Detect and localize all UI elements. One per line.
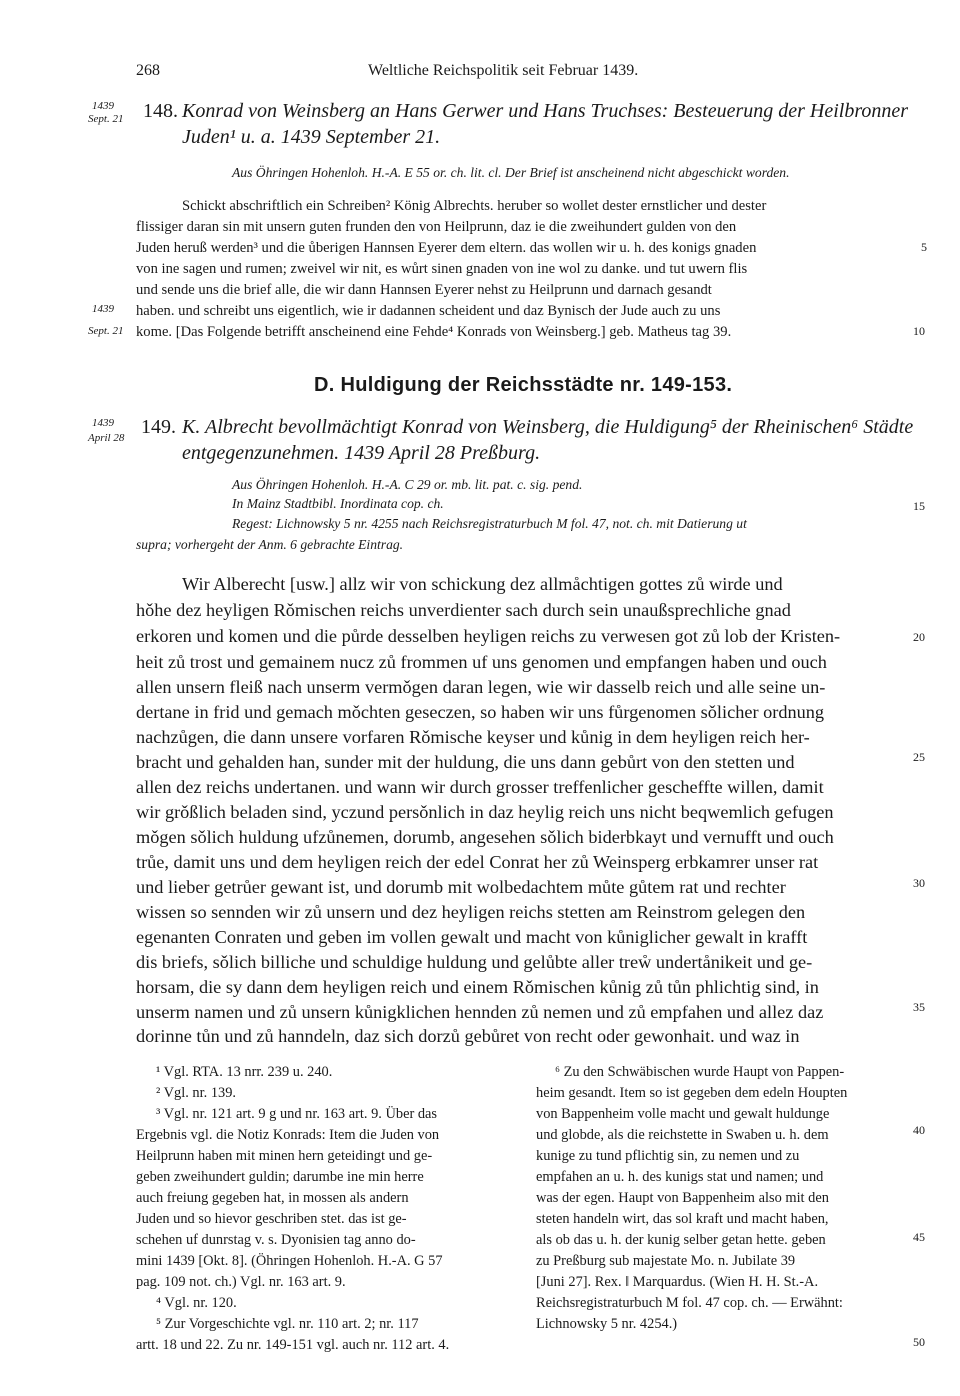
footnote-line: von Bappenheim volle macht und gewalt huldunge	[536, 1106, 830, 1122]
doc-149-title-line: K. Albrecht bevollmächtigt Konrad von Weinsberg, die Huldigung⁵ der Rheinischen⁶ Städte	[182, 416, 914, 438]
doc-149-text-line: wir grǒßlich beladen sind, yczund persǒnlich in daz heylig reich uns nicht beqwemlich gefugen	[136, 802, 834, 822]
doc-148-line: flissiger daran sin mit unsern guten frunden den von Heilprunn, daz ie die zweihundert gulden von den	[136, 219, 737, 235]
doc-149-text-line: allen dez reichs undertanen. und wann wir durch grosser treffenlicher gescheffte willen, damit	[136, 777, 824, 797]
line-number: 30	[913, 876, 925, 890]
doc-148-line: Juden heruß werden³ und die ůberigen Hannsen Eyerer dem eltern. das wollen wir u. h. des konigs gnaden	[136, 240, 757, 256]
footnote-line: ³ Vgl. nr. 121 art. 9 g und nr. 163 art. 9. Über das	[156, 1106, 438, 1122]
margin-date-148b-day: Sept. 21	[88, 325, 124, 337]
line-number: 50	[913, 1335, 925, 1349]
footnote-line: empfahen an u. h. des kunigs stat und namen; und	[536, 1169, 824, 1185]
doc-148-title-line: Juden¹ u. a. 1439 September 21.	[182, 126, 441, 148]
doc-148-line: kome. [Das Folgende betrifft anscheinend eine Fehde⁴ Konrads von Weinsberg.] geb. Matheus tag 39.	[136, 324, 732, 340]
line-number: 25	[913, 750, 925, 764]
footnote-line: Lichnowsky 5 nr. 4254.)	[536, 1316, 678, 1332]
footnote-line: steten handeln wirt, das sol kraft und macht haben,	[536, 1211, 829, 1227]
doc-149-source-line: Regest: Lichnowsky 5 nr. 4255 nach Reichsregistraturbuch M fol. 47, not. ch. mit Datierung ut	[232, 516, 747, 531]
footnote-line: auch freiung gegeben hat, in mossen als andern	[136, 1190, 409, 1206]
doc-149-text-line: hǒhe dez heyligen Rǒmischen reichs unverdienter sach durch sein unaußsprechliche gnad	[136, 600, 791, 620]
footnote-line: geben zweihundert guldin; darumbe ine min herre	[136, 1169, 424, 1185]
line-number: 20	[913, 630, 925, 644]
line-number: 45	[913, 1230, 925, 1244]
footnote-line: heim gesandt. Item so ist gegeben dem edeln Houpten	[536, 1085, 848, 1101]
footnote-line: Juden und so hievor geschriben stet. das ist ge-	[136, 1211, 407, 1227]
line-number: 40	[913, 1123, 925, 1137]
doc-149-text-line: allen unsern fleiß nach unserm vermǒgen daran legen, wie wir dasselb reich und alle seine un-	[136, 677, 826, 697]
footnote-line: ² Vgl. nr. 139.	[156, 1085, 237, 1101]
footnote-line: pag. 109 not. ch.) Vgl. nr. 163 art. 9.	[136, 1274, 346, 1290]
doc-149-source-line: supra; vorhergeht der Anm. 6 gebrachte Eintrag.	[136, 537, 404, 552]
footnote-line: Ergebnis vgl. die Notiz Konrads: Item die Juden von	[136, 1127, 440, 1143]
doc-149-text-line: mǒgen sǒlich huldung ufzůnemen, dorumb, angesehen sǒlich biderbkayt und vernufft und ouch	[136, 827, 834, 847]
line-number: 35	[913, 1000, 925, 1014]
doc-149-text-line: egenanten Conraten und geben im vollen gewalt und macht von kůniglicher gewalt in krafft	[136, 927, 808, 947]
footnote-line: ⁴ Vgl. nr. 120.	[156, 1295, 237, 1311]
footnote-line: ⁶ Zu den Schwäbischen wurde Haupt von Pappen-	[555, 1064, 845, 1080]
line-number: 5	[921, 240, 927, 254]
doc-148-line: von ine sagen und rumen; zweivel wir nit, es wůrt sinen gnaden von ine wol zu danke. und tut uwern flis	[136, 261, 748, 277]
footnote-line: schehen uf dunrstag v. s. Dyonisien tag anno do-	[136, 1232, 416, 1248]
footnote-line: artt. 18 und 22. Zu nr. 149-151 vgl. auch nr. 112 art. 4.	[136, 1337, 450, 1353]
doc-149-text-line: horsam, die sy dann dem heyligen reich und einem Rǒmischen kůnig zů tůn phlichtig sind, in	[136, 977, 819, 997]
footnote-line: ⁵ Zur Vorgeschichte vgl. nr. 110 art. 2; nr. 117	[156, 1316, 419, 1332]
footnote-line: mini 1439 [Okt. 8]. (Öhringen Hohenloh. H.-A. G 57	[136, 1253, 443, 1269]
footnote-line: Reichsregistraturbuch M fol. 47 cop. ch. — Erwähnt:	[536, 1295, 843, 1311]
doc-149-text-line: erkoren und komen und die půrde desselben heyligen reichs zu verwesen got zů lob der Kristen-	[136, 626, 841, 646]
doc-149-text-line: heit zů trost und gemainem nucz zů frommen uf uns genomen und empfangen haben und ouch	[136, 652, 827, 672]
footnote-line: kunige zu tund pflichtig sin, zu nemen und zu	[536, 1148, 800, 1164]
doc-148-number: 148.	[143, 100, 178, 122]
doc-149-text-line: dis briefs, sǒlich billiche und schuldige huldung und gelůbte aller treẘ undertånikeit und ge-	[136, 952, 813, 972]
doc-149-text-line: trůe, damit uns und dem heyligen reich der edel Conrat her zů Weinsperg erbkamrer unser rat	[136, 852, 819, 872]
footnote-line: und globde, als die reichstette in Swaben u. h. dem	[536, 1127, 829, 1143]
footnote-line: als ob das u. h. der kunig selber getan hette. geben	[536, 1232, 826, 1248]
doc-148-line: Schickt abschriftlich ein Schreiben² König Albrechts. heruber so wollet dester ernstlicher und dester	[182, 198, 767, 214]
footnote-line: ¹ Vgl. RTA. 13 nrr. 239 u. 240.	[156, 1064, 333, 1080]
margin-date-149-year: 1439	[92, 417, 114, 429]
footnote-line: zu Preßburg sub majestate Mo. n. Jubilate 39	[536, 1253, 796, 1269]
margin-date-148b-year: 1439	[92, 303, 114, 315]
line-number: 15	[913, 499, 925, 513]
doc-149-text-line: nachzůgen, die dann unsere vorfaren Rǒmische keyser und kůnig in dem heyligen reich her-	[136, 727, 810, 747]
margin-date-148-year: 1439	[92, 100, 114, 112]
doc-149-text-line: wissen so sennden wir zů unsern und dez heyligen reichs stetten am Reinstrom gelegen den	[136, 902, 806, 922]
footnote-line: Heilprunn haben mit minen hern geteidingt und ge-	[136, 1148, 433, 1164]
footnote-line: was der egen. Haupt von Bappenheim also mit den	[536, 1190, 829, 1206]
doc-149-title-line: entgegenzunehmen. 1439 April 28 Preßburg.	[182, 442, 541, 464]
doc-149-text-line: dorinne tůn und zů hanndeln, daz sich dorzů gebůret von recht oder gewonhait. und waz in	[136, 1026, 800, 1046]
doc-149-text-line: bracht und gehalden han, sunder mit der huldung, die uns dann gebůrt von den stetten und	[136, 752, 795, 772]
line-number: 10	[913, 324, 925, 338]
doc-149-source-line: In Mainz Stadtbibl. Inordinata cop. ch.	[232, 496, 444, 511]
doc-148-source: Aus Öhringen Hohenloh. H.-A. E 55 or. ch. lit. cl. Der Brief ist anscheinend nicht abgeschickt worden.	[232, 165, 790, 180]
margin-date-148-day: Sept. 21	[88, 113, 124, 125]
doc-149-text-line: und lieber getrůer gewant ist, und dorumb mit wolbedachtem můte gůtem rat und rechter	[136, 877, 786, 897]
doc-149-text-line: dertane in frid und gemach mǒchten geseczen, so haben wir uns fůrgenomen sǒlicher ordnung	[136, 702, 825, 722]
running-head-title: Weltliche Reichspolitik seit Februar 1439.	[368, 62, 639, 79]
doc-149-text-line: Wir Alberecht [usw.] allz wir von schickung dez allmåchtigen gottes zů wirde und	[182, 574, 783, 594]
doc-149-source-line: Aus Öhringen Hohenloh. H.-A. C 29 or. mb. lit. pat. c. sig. pend.	[232, 477, 583, 492]
margin-date-149-day: April 28	[88, 432, 125, 444]
doc-148-line: und sende uns die brief alle, die wir dann Hannsen Eyerer nehst zu Heilprunn und darnach gesandt	[136, 282, 712, 298]
doc-148-title-line: Konrad von Weinsberg an Hans Gerwer und Hans Truchses: Besteuerung der Heilbronner	[182, 100, 909, 122]
section-heading: D. Huldigung der Reichsstädte nr. 149-153.	[314, 374, 733, 396]
footnote-line: [Juni 27]. Rex. ‖ Marquardus. (Wien H. H. St.-A.	[536, 1274, 819, 1290]
page-number: 268	[136, 62, 160, 79]
doc-149-text-line: unserm namen und zů unsern kůnigklichen hennden zů nemen und zů empfahen und allez daz	[136, 1002, 824, 1022]
doc-148-line: haben. und schreibt uns eigentlich, wie ir dadannen scheident und daz Bynisch der Jude auch zu uns	[136, 303, 721, 319]
doc-149-number: 149.	[141, 416, 176, 438]
